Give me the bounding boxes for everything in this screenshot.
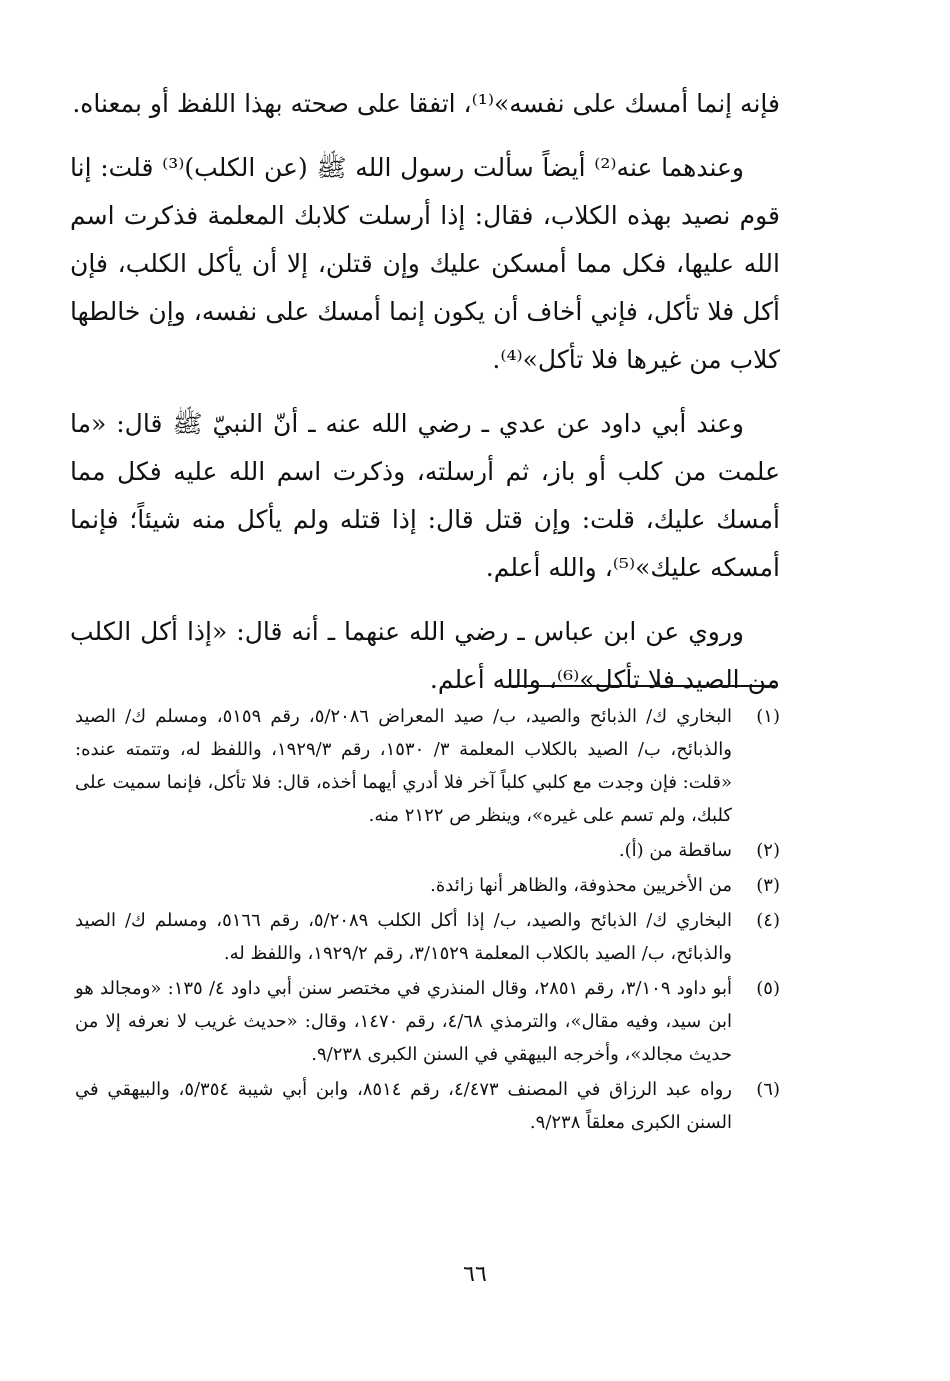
paragraph-2: وعندهما عنه⁽²⁾ أيضاً سألت رسول الله ﷺ (عن الكلب)⁽³⁾ قلت: إنا قوم نصيد بهذه الكلاب، فقال: إذا أرسلت كلابك المعلمة فذكرت اسم الله عليها، فكل مما أمسكن عليك وإن قتلن، إلا أن يأكل الكلب، فإن أكل فلا تأكل، فإني أخاف أن يكون إنما أمسك على نفسه، وإن خالطها كلاب من غيرها فلا تأكل»⁽⁴⁾. <box>70 153 780 374</box>
footnote-3 <box>75 869 780 902</box>
footnote-text: البخاري ك/ الذبائح والصيد، ب/ إذا أكل الكلب ٥/٢٠٨٩، رقم ٥١٦٦، ومسلم ك/ الصيد والذبائح، ب/ الصيد بالكلاب المعلمة ٣/١٥٢٩، رقم ١٩٢٩/٢، واللفظ له. <box>75 910 732 964</box>
footnote-text: رواه عبد الرزاق في المصنف ٤/٤٧٣، رقم ٨٥١٤، وابن أبي شيبة ٥/٣٥٤، والبيهقي في السنن الكبرى معلقاً ٩/٢٣٨. <box>75 1079 733 1133</box>
footnote-1 <box>75 700 780 832</box>
footnote-text: ساقطة من (أ). <box>618 840 732 861</box>
page-number: ٦٦ <box>463 1262 487 1287</box>
footnote-text: أبو داود ٣/١٠٩، رقم ٢٨٥١، وقال المنذري في مختصر سنن أبي داود ٤/ ١٣٥: «ومجالد هو ابن سيد، وفيه مقال»، والترمذي ٤/٦٨، رقم ١٤٧٠، وقال: «حديث غريب لا نعرفه إلا من حديث مجالد»، وأخرجه البيهقي في السنن الكبرى ٩/٢٣٨. <box>75 978 733 1065</box>
footnote-6 <box>75 1073 780 1139</box>
footnote-number: (١) <box>756 706 780 727</box>
footnote-number: (٦) <box>756 1079 780 1100</box>
footnote-text: من الأخريين محذوفة، والظاهر أنها زائدة. <box>430 875 732 896</box>
footnote-separator <box>510 685 775 687</box>
footnote-number: (٥) <box>756 978 780 999</box>
footnote-number: (٣) <box>756 875 780 896</box>
footnote-number: (٢) <box>756 840 780 861</box>
footnote-4 <box>75 904 780 970</box>
footnotes <box>75 700 780 1141</box>
footnote-text: البخاري ك/ الذبائح والصيد، ب/ صيد المعراض ٥/٢٠٨٦، رقم ٥١٥٩، ومسلم ك/ الصيد والذبائح، ب/ الصيد بالكلاب المعلمة ٣/ ١٥٣٠، رقم ١٩٢٩/٣، واللفظ له، وتتمته عنده: «قلت: فإن وجدت مع كلبي كلباً آخر فلا أدري أيهما أخذه، قال: فلا تأكل، فإنما سميت على كلبك، ولم تسم على غيره»، وينظر ص ٢١٢٢ منه. <box>75 706 733 826</box>
paragraph-3: وعند أبي داود عن عدي ـ رضي الله عنه ـ أنّ النبيّ ﷺ قال: «ما علمت من كلب أو باز، ثم أرسلته، وذكرت اسم الله عليه فكل مما أمسك عليك، قلت: وإن قتل قال: إذا قتله ولم يأكل منه شيئاً؛ فإنما أمسكه عليك»⁽⁵⁾، والله أعلم. <box>70 409 780 582</box>
footnote-number: (٤) <box>756 910 780 931</box>
paragraph-1: فإنه إنما أمسك على نفسه»⁽¹⁾، اتفقا على صحته بهذا اللفظ أو بمعناه. <box>72 89 780 118</box>
footnote-5 <box>75 972 780 1071</box>
main-text <box>70 80 780 720</box>
paragraph-4: وروي عن ابن عباس ـ رضي الله عنهما ـ أنه قال: «إذا أكل الكلب من الصيد فلا تأكل»⁽⁶⁾، والله أعلم. <box>70 617 780 694</box>
footnote-2 <box>75 834 780 867</box>
